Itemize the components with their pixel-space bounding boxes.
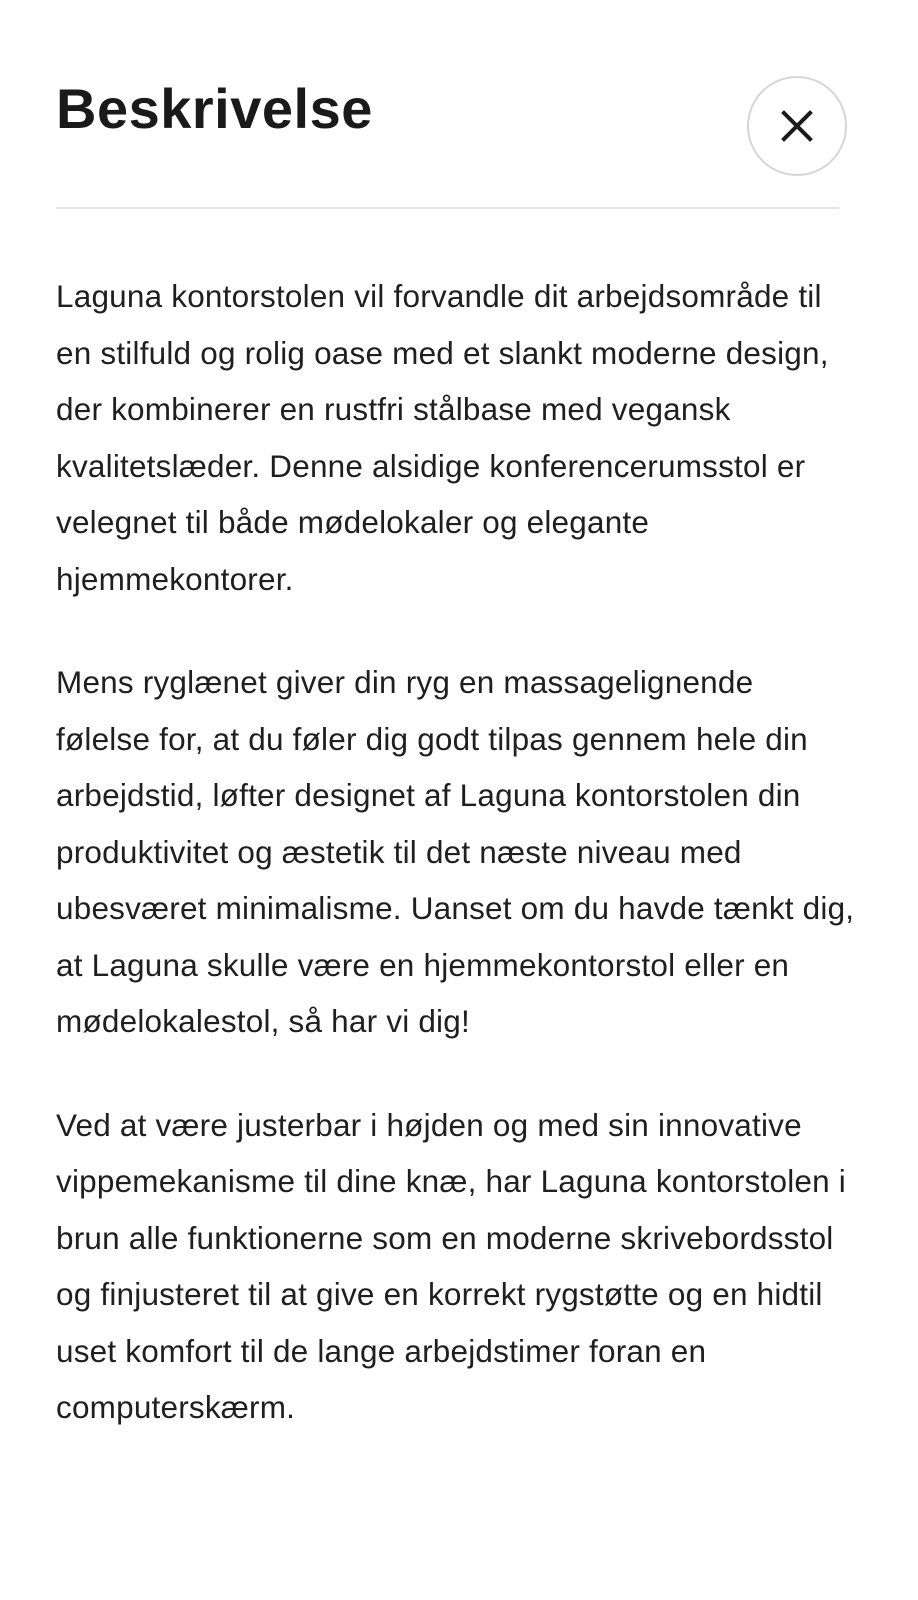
description-paragraph: Laguna kontorstolen vil forvandle dit arbejdsområde til en stilfuld og rolig oase med et slankt moderne design, der kombinerer en rustfri stålbase med vegansk kvalitetslæder. Denne alsidige konferencerumsstol er velegnet til både mødelokaler og elegante hjemmekontorer.: [56, 278, 829, 597]
header-divider: [56, 207, 839, 209]
close-icon: [780, 109, 814, 143]
description-paragraph: Ved at være justerbar i højden og med sin innovative vippemekanisme til dine knæ, har Laguna kontorstolen i brun alle funktionerne som en moderne skrivebordsstol og finjusteret til at give en korrekt rygstøtte og en hidtil uset komfort til de lange arbejdstimer foran en computerskærm.: [56, 1106, 846, 1425]
panel-header: [56, 70, 850, 180]
description-paragraph: Mens ryglænet giver din ryg en massagelignende følelse for, at du føler dig godt tilpas gennem hele din arbejdstid, løfter designet af Laguna kontorstolen din produktivitet og æstetik til det næste niveau med ubesværet minimalisme. Uanset om du havde tænkt dig, at Laguna skulle være en hjemmekontorstol eller en mødelokalestol, så har vi dig!: [56, 664, 855, 1039]
page-title: Beskrivelse: [56, 77, 373, 140]
close-button[interactable]: [747, 76, 847, 176]
description-content: [56, 268, 856, 1483]
